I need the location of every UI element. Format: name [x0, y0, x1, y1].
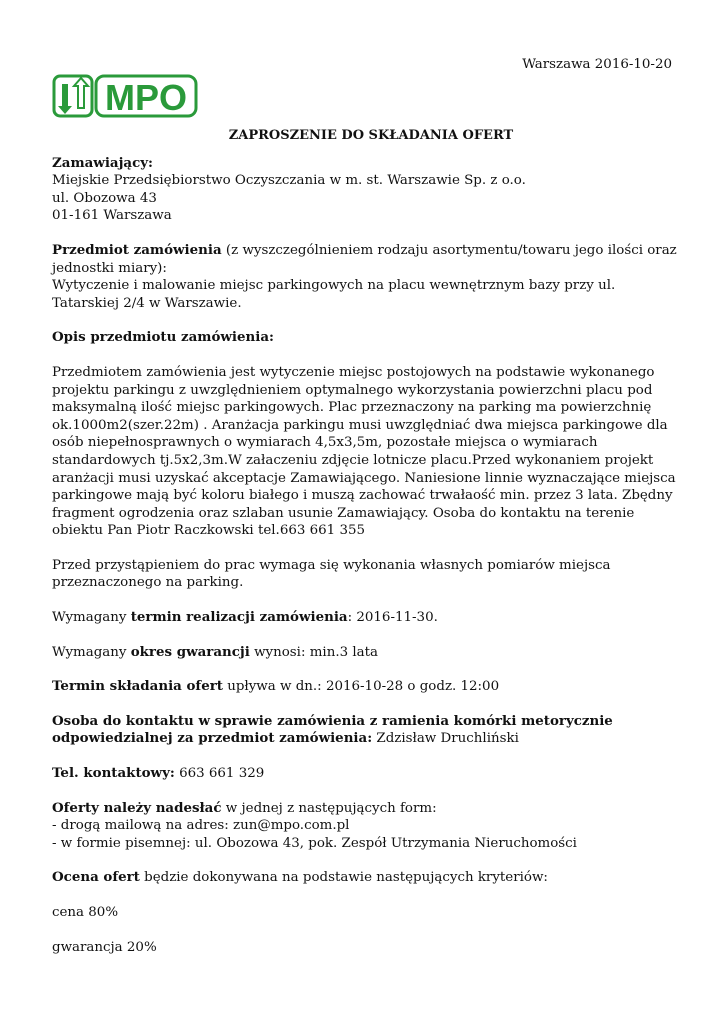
document-title: ZAPROSZENIE DO SKŁADANIA OFERT [228, 128, 514, 143]
termin-ofert: Termin składania ofert upływa w dn.: 2016-10-28 o godz. 12:00 [52, 678, 500, 695]
ocena-heading: Ocena ofert będzie dokonywana na podstawie następujących kryteriów: [52, 869, 548, 886]
okres-gwarancji: Wymagany okres gwarancji wynosi: min.3 lata [52, 643, 378, 660]
opis-paragraph: Przedmiotem zamówienia jest wytyczenie miejsc postojowych na podstawie wykonanego projektu parkingu z uwzględnieniem optymalnego wykorzystania powierzchni placu pod maksymalną ilość miejsc parkingowych. Plac przeznaczony na parking ma powierzchnię ok.1000m2(szer.22m) . Aranżacja parkingu musi uwzględniać dwa miejsca parkingowe dla osób niepełnosprawnych o wymiarach 4,5x3,5m, pozostałe miejsca o wymiarach standardowych tj.5x2,3m.W załaczeniu zdjęcie lotnicze placu.Przed wykonaniem projekt aranżacji musi uzyskać akceptacje Zamawiającego. Naniesione linnie wyznaczające miejsca parkingowe mają być koloru białego i muszą zachować trwałaość min. przez 3 lata. Zbędny fragment ogrodzenia oraz szlaban usunie Zamawiający. Osoba do kontaktu na terenie obiektu Pan Piotr Raczkowski tel.663 661 355 [52, 364, 676, 539]
zamawiajacy-line: Miejskie Przedsiębiorstwo Oczyszczania w m. st. Warszawie Sp. z o.o. [52, 173, 526, 189]
document-content [52, 127, 682, 956]
przedmiot-label: Przedmiot zamówienia [52, 241, 222, 258]
zamawiajacy-label: Zamawiający: [52, 154, 153, 171]
opis-paragraph: Przed przystąpieniem do prac wymaga się wykonania własnych pomiarów miejsca przeznaczonego na parking. [52, 557, 611, 591]
przedmiot-heading [52, 242, 682, 277]
przedmiot-note: (z wyszczególnieniem rodzaju asortymentu/towaru jego ilości oraz jednostki miary): [52, 242, 677, 276]
zamawiajacy-line: 01-161 Warszawa [52, 208, 172, 224]
mpo-logo [52, 74, 198, 118]
przedmiot-text: Wytyczenie i malowanie miejsc parkingowych na placu wewnętrznym bazy przy ul. Tatarskiej 2/4 w Warszawie. [52, 278, 616, 311]
osoba-kontaktowa: Osoba do kontaktu w sprawie zamówienia z ramienia komórki metorycznie odpowiedzialnej za przedmiot zamówienia: Zdzisław Druchliński [52, 712, 613, 747]
ocena-criterion: gwarancja 20% [52, 939, 157, 955]
document-date: Warszawa 2016-10-20 [522, 57, 672, 72]
oferty-heading: Oferty należy nadesłać w jednej z następujących form: [52, 799, 437, 816]
zamawiajacy-line: ul. Obozowa 43 [52, 190, 157, 206]
ocena-criterion: cena 80% [52, 905, 119, 920]
mpo-logo-text: MPO [104, 77, 188, 118]
telefon-kontaktowy: Tel. kontaktowy: 663 661 329 [52, 765, 265, 782]
oferty-item: - w formie pisemnej: ul. Obozowa 43, pok. Zespół Utrzymania Nieruchomości [52, 835, 577, 851]
opis-label: Opis przedmiotu zamówienia: [52, 329, 274, 346]
oferty-item: - drogą mailową na adres: zun@mpo.com.pl [52, 818, 350, 834]
termin-realizacji: Wymagany termin realizacji zamówienia: 2016-11-30. [52, 609, 438, 626]
